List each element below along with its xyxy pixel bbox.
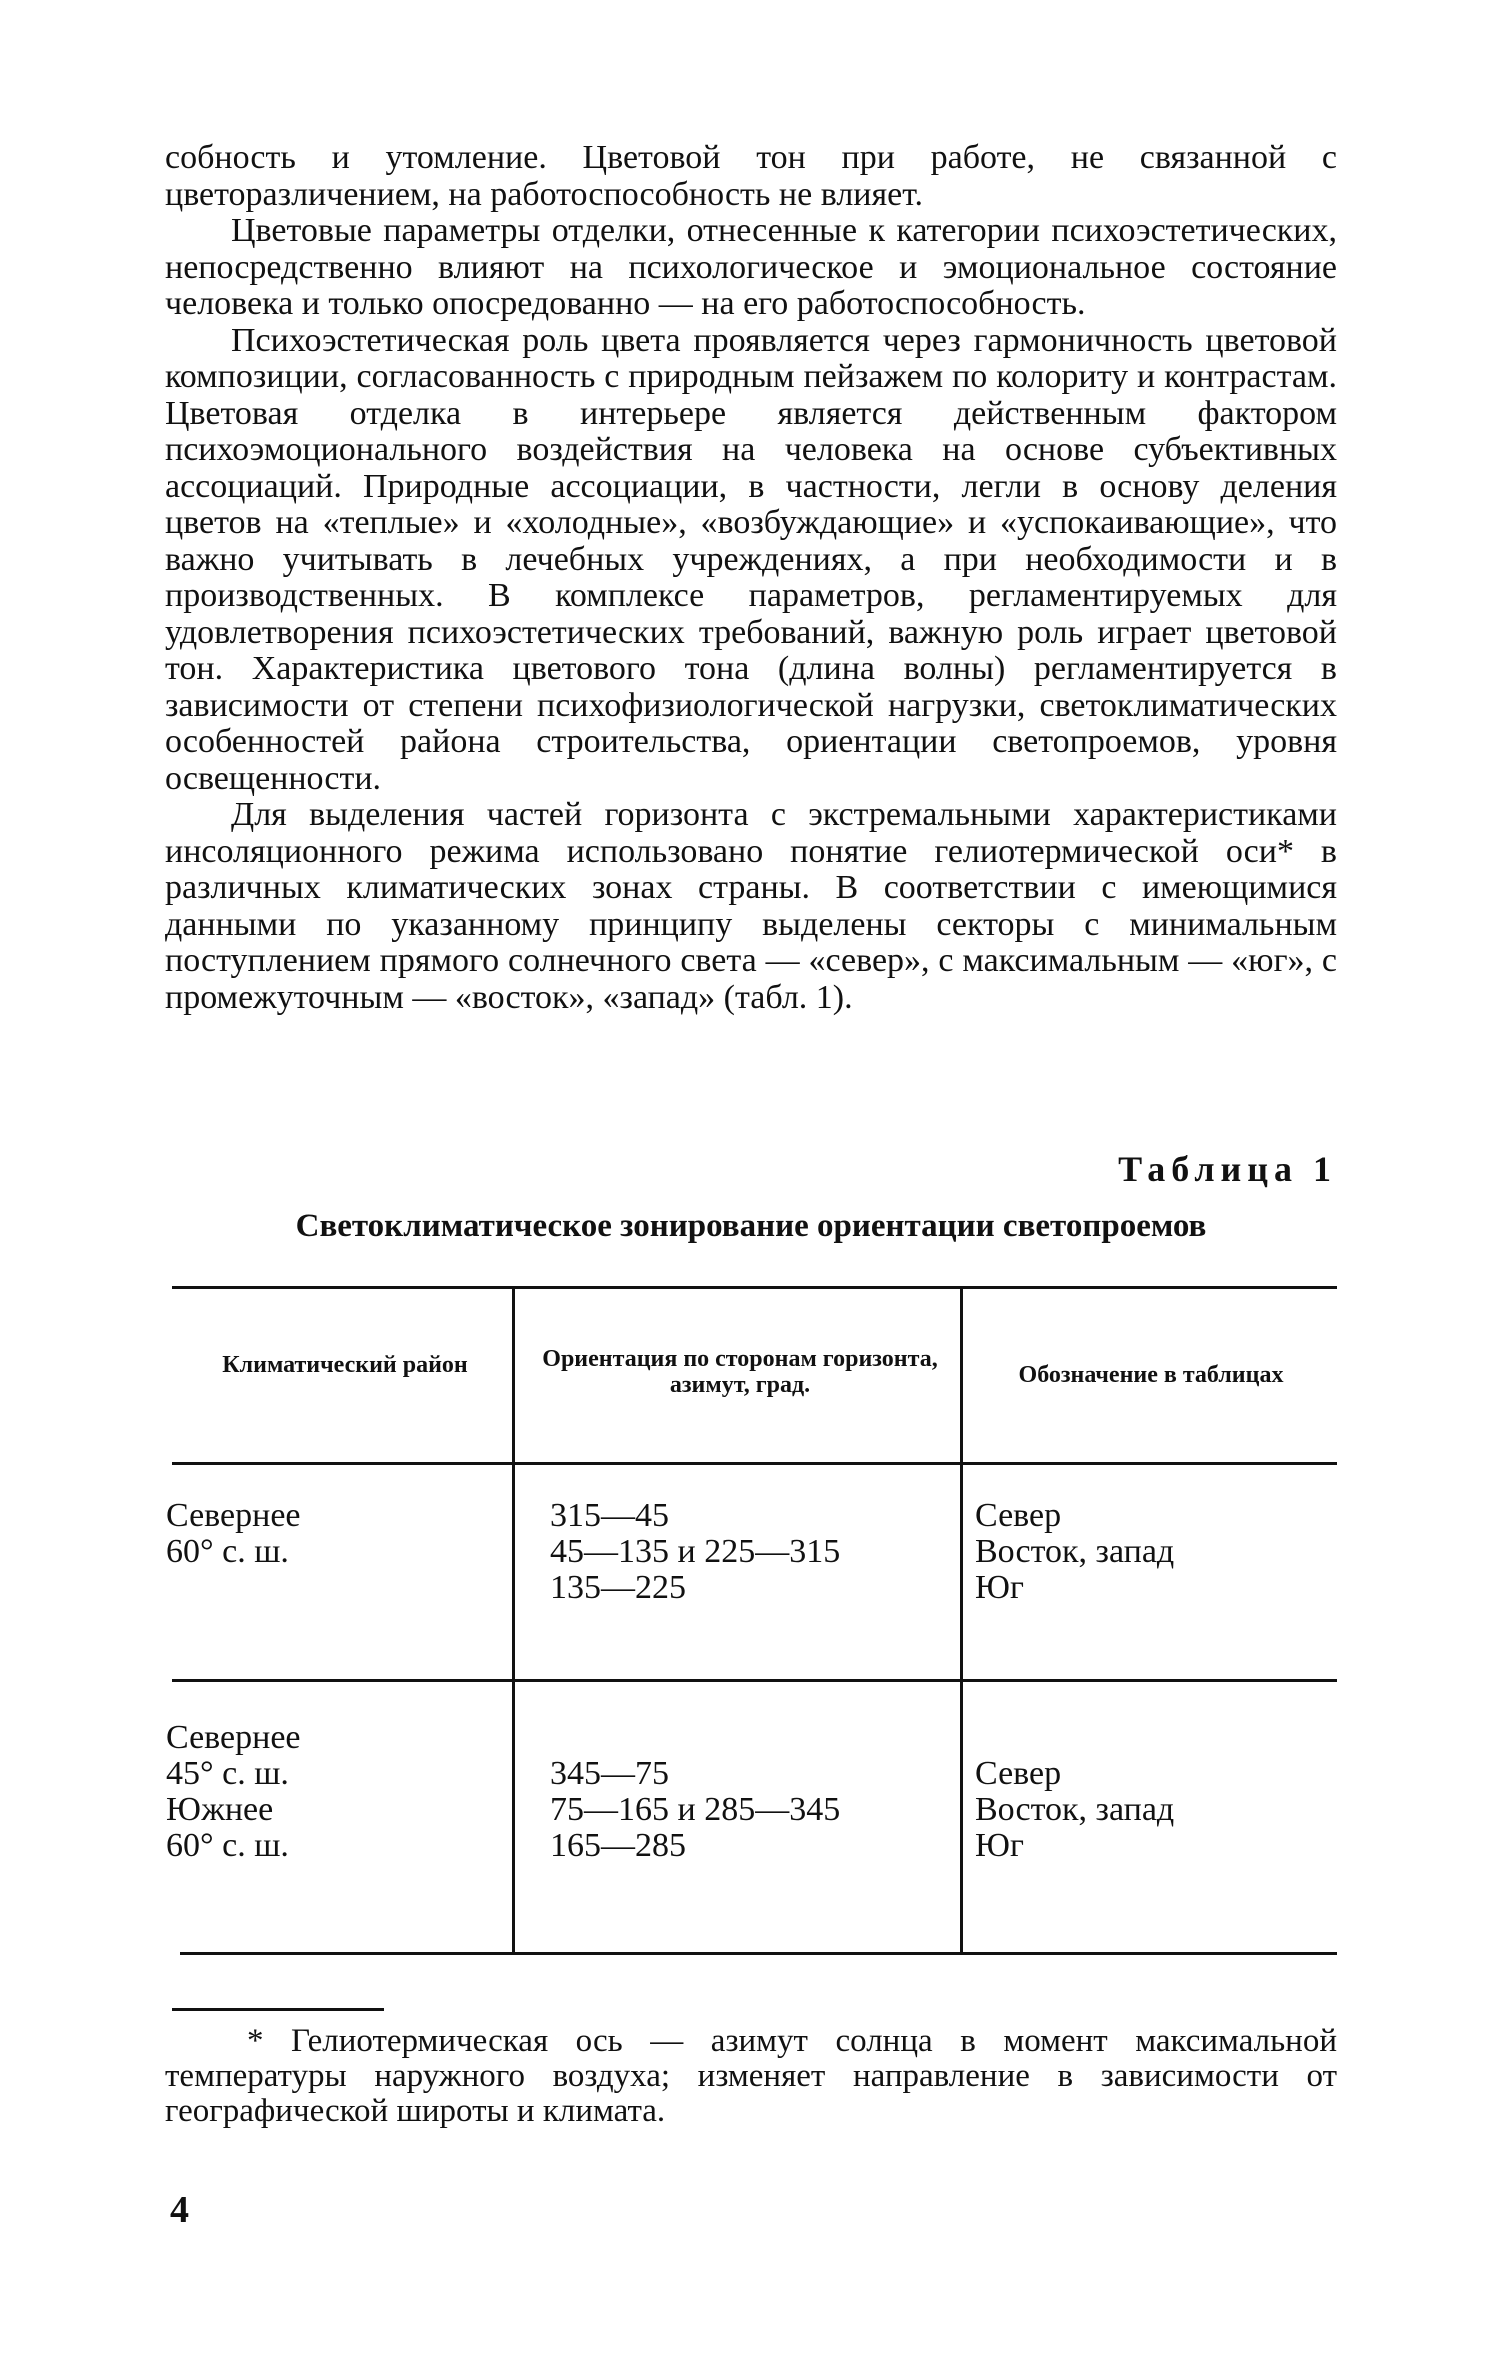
footnote: * Гелиотермическая ось — азимут солнца в момент максимальной температуры наружного воздуха; изменяет направление в зависимости от географической широты и климата. bbox=[165, 2023, 1337, 2129]
paragraph: Цветовые параметры отделки, отнесенные к категории психоэстетических, непосредственно влияют на психологическое и эмоциональное состояние человека и только опосредованно — на его работоспособность. bbox=[165, 212, 1337, 322]
table-cell-azimuth: 345—75 75—165 и 285—345 165—285 bbox=[550, 1755, 841, 1864]
paragraph: Для выделения частей горизонта с экстремальными характеристиками инсоляционного режима использовано понятие гелиотермической оси* в различных климатических зонах страны. В соответствии с имеющимися данными по указанному принципу выделены секторы с минимальным поступлением прямого солнечного света — «север», с максимальным — «юг», с промежуточным — «восток», «запад» (табл. 1). bbox=[165, 796, 1337, 1016]
table-cell-azimuth: 315—45 45—135 и 225—315 135—225 bbox=[550, 1497, 841, 1606]
table-header-rule bbox=[172, 1462, 1337, 1465]
table-title: Светоклиматическое зонирование ориентации светопроемов bbox=[295, 1208, 1207, 1244]
paragraph: Психоэстетическая роль цвета проявляется через гармоничность цветовой композиции, согласованность с природным пейзажем по колориту и контрастам. Цветовая отделка в интерьере является действенным фактором психоэмоционального воздействия на человека на основе субъективных ассоциаций. Природные ассоциации, в частности, легли в основу деления цветов на «теплые» и «холодные», «возбуждающие» и «успокаивающие», что важно учитывать в лечебных учреждениях, а при необходимости и в производственных. В комплексе параметров, регламентируемых для удовлетворения психоэстетических требований, важную роль играет цветовой тон. Характеристика цветового тона (длина волны) регламентируется в зависимости от степени психофизиологической нагрузки, светоклиматических особенностей района строительства, ориентации светопроемов, уровня освещенности. bbox=[165, 321, 1337, 797]
page-number: 4 bbox=[170, 2189, 189, 2231]
column-header-azimuth: Ориентация по сторонам горизонта, азимут, град. bbox=[542, 1346, 938, 1398]
table-bottom-rule bbox=[180, 1952, 1337, 1955]
table-cell-designation: Север Восток, запад Юг bbox=[975, 1497, 1175, 1606]
column-header-designation: Обозначение в таблицах bbox=[1018, 1362, 1284, 1388]
footnote-separator bbox=[172, 2008, 384, 2011]
paragraph: собность и утомление. Цветовой тон при работе, не связанной с цветоразличением, на работоспособность не влияет. bbox=[165, 139, 1337, 213]
column-divider bbox=[512, 1289, 515, 1952]
table-cell-region: Севернее 45° с. ш. Южнее 60° с. ш. bbox=[166, 1719, 301, 1864]
table-top-rule bbox=[172, 1286, 1337, 1289]
table-number: Таблица 1 bbox=[1118, 1149, 1337, 1189]
table-cell-designation: Север Восток, запад Юг bbox=[975, 1755, 1175, 1864]
table-row-rule bbox=[172, 1679, 1337, 1682]
column-header-region: Климатический район bbox=[222, 1352, 468, 1378]
table-cell-region: Севернее 60° с. ш. bbox=[166, 1497, 301, 1570]
column-divider bbox=[960, 1289, 963, 1952]
body-text bbox=[165, 140, 1337, 1016]
